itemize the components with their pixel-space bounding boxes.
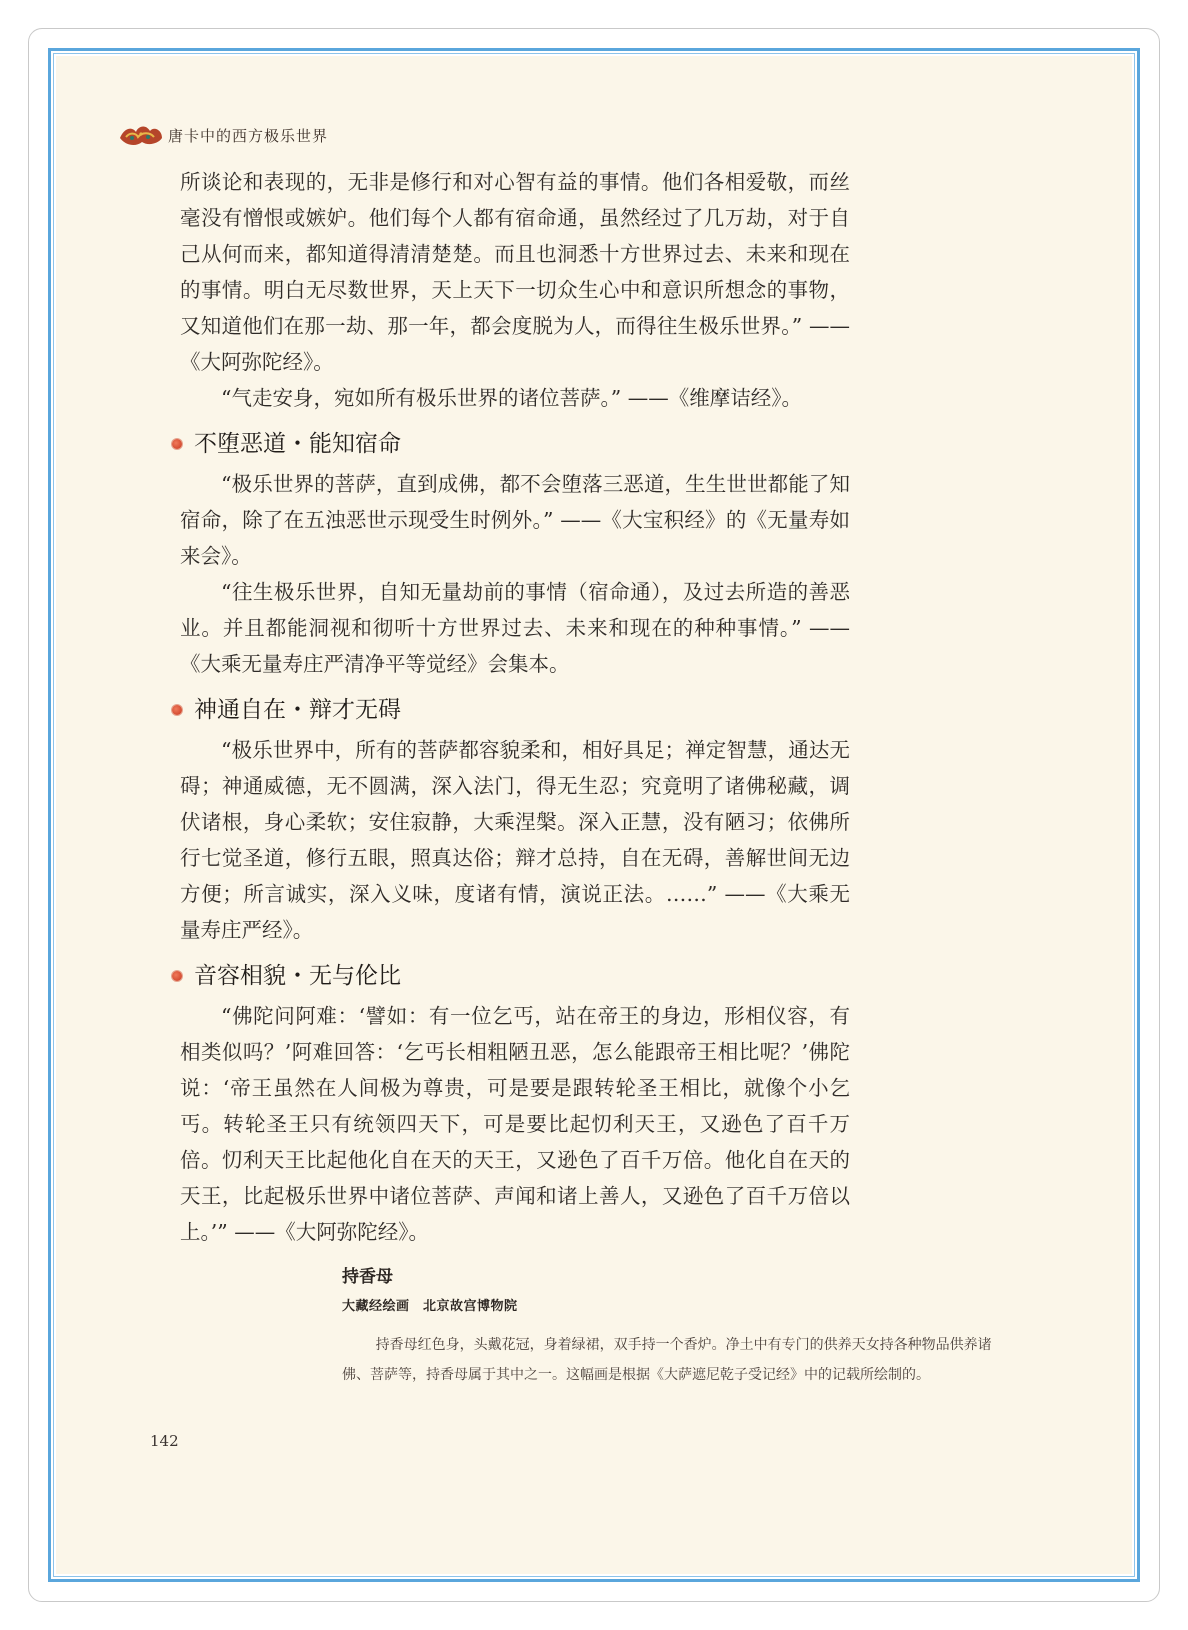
red-bullet-icon: [172, 439, 182, 449]
page-number: 142: [150, 1432, 179, 1450]
running-header: [118, 122, 328, 148]
section-heading: [172, 690, 850, 730]
caption-title: 持香母: [342, 1267, 393, 1287]
section-heading: [172, 424, 850, 464]
section-heading: [172, 956, 850, 996]
section-paragraph: “往生极乐世界，自知无量劫前的事情（宿命通），及过去所造的善恶业。并且都能洞视和彻听十方世界过去、未来和现在的种种事情。” ——《大乘无量寿庄严清净平等觉经》会集本。: [180, 580, 850, 676]
section-heading-text: 音容相貌・无与伦比: [194, 963, 401, 989]
section-paragraph: “极乐世界中，所有的菩萨都容貌柔和，相好具足；禅定智慧，通达无碍；神通威德，无不圆满，深入法门，得无生忍；究竟明了诸佛秘藏，调伏诸根，身心柔软；安住寂静，大乘涅槃。深入正慧，没有陋习；依佛所行七觉圣道，修行五眼，照真达俗；辩才总持，自在无碍，善解世间无边方便；所言诚实，深入义味，度诸有情，演说正法。……” ——《大乘无量寿庄严经》。: [180, 738, 850, 942]
main-text: [180, 164, 850, 1250]
caption-description: 持香母红色身，头戴花冠，身着绿裙，双手持一个香炉。净土中有专门的供养天女持各种物品供养诸佛、菩萨等，持香母属于其中之一。这幅画是根据《大萨遮尼乾子受记经》中的记载所绘制的。: [342, 1337, 992, 1383]
section-paragraph: “佛陀问阿难：‘譬如：有一位乞丐，站在帝王的身边，形相仪容，有相类似吗？’阿难回答：‘乞丐长相粗陋丑恶，怎么能跟帝王相比呢？’佛陀说：‘帝王虽然在人间极为尊贵，可是要是跟转轮圣王相比，就像个小乞丐。转轮圣王只有统领四天下，可是要比起忉利天王，又逊色了百千万倍。忉利天王比起他化自在天的天王，又逊色了百千万倍。他化自在天的天王，比起极乐世界中诸位菩萨、声闻和诸上善人，又逊色了百千万倍以上。’” ——《大阿弥陀经》。: [180, 1004, 850, 1244]
ornament-icon: [118, 122, 164, 148]
header-title: 唐卡中的西方极乐世界: [168, 126, 329, 145]
intro-paragraph: “气走安身，宛如所有极乐世界的诸位菩萨。” ——《维摩诘经》。: [221, 386, 802, 410]
section-paragraph: “极乐世界的菩萨，直到成佛，都不会堕落三恶道，生生世世都能了知宿命，除了在五浊恶世示现受生时例外。” ——《大宝积经》的《无量寿如来会》。: [180, 472, 850, 568]
red-bullet-icon: [172, 971, 182, 981]
red-bullet-icon: [172, 705, 182, 715]
intro-paragraph: 所谈论和表现的，无非是修行和对心智有益的事情。他们各相爱敬，而丝毫没有憎恨或嫉妒。他们每个人都有宿命通，虽然经过了几万劫，对于自己从何而来，都知道得清清楚楚。而且也洞悉十方世界过去、未来和现在的事情。明白无尽数世界，天上天下一切众生心中和意识所想念的事物，又知道他们在那一劫、那一年，都会度脱为人，而得往生极乐世界。” ——《大阿弥陀经》。: [180, 170, 850, 374]
section-heading-text: 神通自在・辩才无碍: [194, 697, 401, 723]
caption-subtitle: 大藏经绘画 北京故宫博物院: [342, 1299, 518, 1314]
section-heading-text: 不堕恶道・能知宿命: [194, 431, 401, 457]
image-caption: [342, 1262, 1002, 1390]
